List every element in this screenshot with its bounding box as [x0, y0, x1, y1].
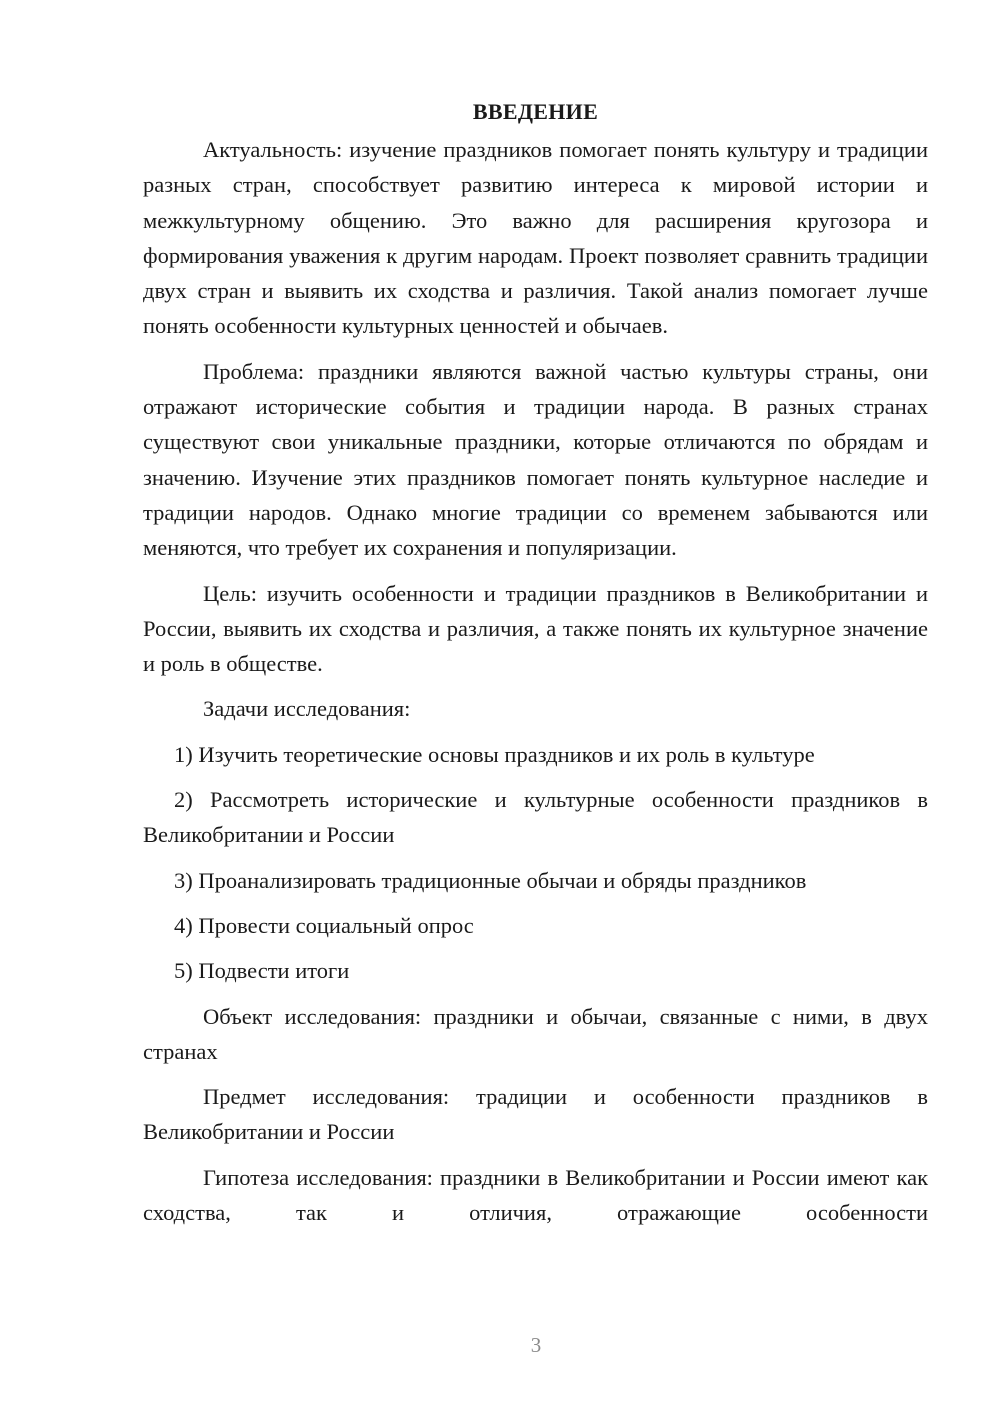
section-title: ВВЕДЕНИЕ [472, 99, 599, 124]
tasks-heading: Задачи исследования: [203, 696, 411, 722]
task-item-5: 5) Подвести итоги [174, 958, 350, 984]
page-number: 3 [530, 1333, 542, 1357]
page-content [143, 94, 928, 1230]
goal-paragraph: Цель: изучить особенности и традиции праздников в Великобритании и России, выявить их сходства и различия, а также понять их культурное значение и роль в обществе. [143, 580, 928, 677]
task-item-3: 3) Проанализировать традиционные обычаи и обряды праздников [174, 867, 807, 893]
task-item-1: 1) Изучить теоретические основы праздников и их роль в культуре [174, 741, 815, 767]
hypothesis-paragraph: Гипотеза исследования: праздники в Великобритании и России имеют как сходства, так и отличия, отражающие особенности [143, 1164, 928, 1226]
task-item-2: 2) Рассмотреть исторические и культурные особенности праздников в Великобритании и России [143, 787, 928, 848]
object-paragraph: Объект исследования: праздники и обычаи, связанные с ними, в двух странах [143, 1003, 928, 1064]
relevance-paragraph: Актуальность: изучение праздников помогает понять культуру и традиции разных стран, способствует развитию интереса к мировой истории и межкультурному общению. Это важно для расширения кругозора и формирования уважения к другим народам. Проект позволяет сравнить традиции двух стран и выявить их сходства и различия. Такой анализ помогает лучше понять особенности культурных ценностей и обычаев. [143, 137, 928, 339]
task-item-4: 4) Провести социальный опрос [174, 912, 474, 938]
problem-paragraph: Проблема: праздники являются важной частью культуры страны, они отражают исторические события и традиции народа. В разных странах существуют свои уникальные праздники, которые отличаются по обрядам и значению. Изучение этих праздников помогает понять культурное наследие и традиции народов. Однако многие традиции со временем забываются или меняются, что требует их сохранения и популяризации. [143, 358, 928, 561]
subject-paragraph: Предмет исследования: традиции и особенности праздников в Великобритании и России [143, 1084, 928, 1145]
